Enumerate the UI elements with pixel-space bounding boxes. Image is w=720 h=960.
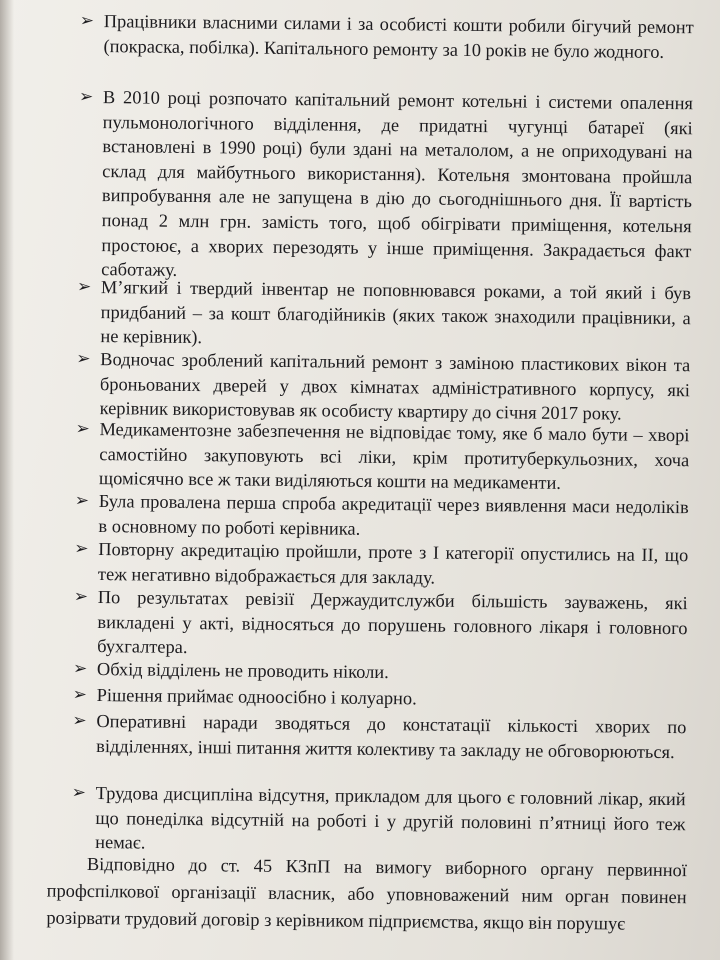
list-item-text: По результатах ревізії Держаудитслужби більшість зауважень, які викладені у акті, відносяться до порушень головного лікаря і головного бухгалтера. — [97, 587, 688, 658]
list-item — [76, 275, 692, 355]
arrow-bullet-icon: ➢ — [72, 684, 88, 704]
list-item — [73, 585, 688, 665]
arrow-bullet-icon: ➢ — [71, 782, 87, 802]
list-item — [79, 9, 694, 64]
list-item-text: Медикаментозне забезпечення не відповідає тому, яке б мало бути – хворі самостійно закуповують всі ліки, крім протитуберкульозних, хоча щомісячно все ж таки виділяються кошти на медикаменти. — [98, 419, 690, 494]
list-item-text: Працівники власними силами і за особисті кошти робили бігучий ремонт (покраска, побілка). Капітального ремонту за 10 років не було жодного. — [103, 11, 694, 62]
list-item-text: Повторну акредитацію пройшли, проте з І категорії опустились на ІІ, що теж негативно відображається для закладу. — [97, 539, 689, 588]
list-item — [75, 417, 690, 497]
arrow-bullet-icon: ➢ — [75, 418, 90, 438]
list-item-text: Оперативні наради зводяться до констатації кількості хворих по відділеннях, інші питання життя колективу та закладу не обговорюються. — [96, 711, 687, 762]
closing-paragraph: Відповідно до ст. 45 КЗпП на вимогу виборного органу первинної профспілкової організації власник, або уповноважений ним орган повинен розірвати трудовий договір з керівником підприємства, якщо він порушує — [46, 853, 688, 934]
list-item-text: М’ягкий і твердий інвентар не поповнювався роками, а той який і був придбаний – за кошт благодійників (яких також знаходили працівники, а не керівник). — [100, 277, 692, 348]
arrow-bullet-icon: ➢ — [76, 276, 92, 296]
arrow-bullet-icon: ➢ — [74, 538, 89, 558]
list-item — [71, 781, 686, 861]
arrow-bullet-icon: ➢ — [74, 490, 90, 510]
list-item-text: Водночас зроблений капітальний ремонт з заміною пластикових вікон та броньованих дверей у двох кімнатах адміністративного корпусу, які керівник використовував як особисту квартиру до січня 2017 року. — [99, 349, 691, 424]
arrow-bullet-icon: ➢ — [79, 10, 95, 30]
list-item-text: Обхід відділень не проводить ніколи. — [96, 659, 389, 683]
list-item — [76, 347, 691, 427]
list-item — [74, 489, 689, 544]
list-item-text: Трудова дисципліна відсутня, прикладом для цього є головний лікар, який що понеділка відсутній на роботі і у другій половині п’ятниці його теж немає. — [95, 783, 686, 853]
arrow-bullet-icon: ➢ — [72, 710, 87, 730]
arrow-bullet-icon: ➢ — [76, 348, 91, 368]
arrow-bullet-icon: ➢ — [78, 86, 94, 106]
list-item — [74, 537, 689, 592]
arrow-bullet-icon: ➢ — [73, 586, 89, 606]
list-item — [72, 709, 687, 764]
list-item — [78, 85, 694, 288]
arrow-bullet-icon: ➢ — [72, 658, 88, 678]
list-item-text: Була провалена перша спроба акредитації через виявлення маси недоліків в основному по роботі керівника. — [98, 491, 689, 539]
list-item-text: В 2010 році розпочато капітальний ремонт котельні і системи опалення пульмонологічного відділення, де придатні чугунці батареї (які встановлені в 1990 році) були здані на металолом, а не оприходувані на склад для майбутнього використання). Котельня змонтована пройшла випробування але не запущена в дію до сьогоднішнього дня. Її вартість понад 2 млн грн. замість того, щоб обігрівати приміщення, котельня простоює, а хворих перезодять у інше приміщення. Закрадається факт саботажу. — [101, 87, 694, 281]
list-item-text: Рішення приймає одноосібно і колуарно. — [96, 685, 417, 709]
